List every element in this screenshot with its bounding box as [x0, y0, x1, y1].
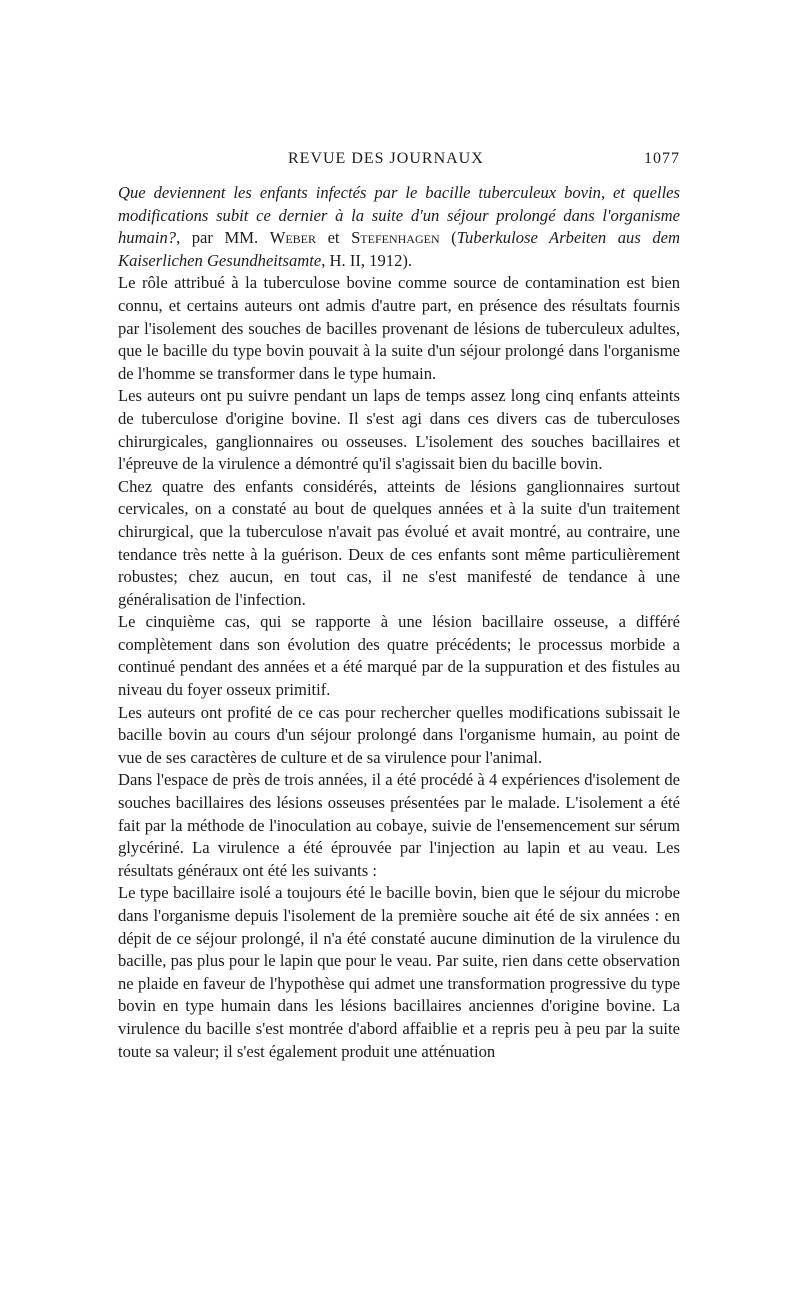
paragraph-7: Le type bacillaire isolé a toujours été le bacille bovin, bien que le séjour du microbe dans l'organisme depuis l'isolement de la première souche ait été de six années : en dépit de ce séjour prolongé, il n'a été constaté aucune diminution de la virulence du bacille, pas plus pour le lapin que pour le veau. Par suite, rien dans cette observation ne plaide en faveur de l'hypothèse qui admet une transformation progressive du type bovin en type humain dans les lésions bacillaires anciennes d'origine bovine. La virulence du bacille s'est montrée d'abord affaiblie et a repris peu à peu par la suite toute sa valeur; il s'est également produit une atténuation: [118, 883, 680, 1061]
author-weber: Weber: [269, 228, 317, 248]
page-number: 1077: [644, 150, 680, 167]
article-heading: [118, 182, 680, 272]
source-rest: , H. II, 1912).: [321, 250, 413, 270]
paragraph-6: Dans l'espace de près de trois années, il a été procédé à 4 expériences d'isolement de souches bacillaires des lésions osseuses présentées par le malade. L'isolement a été fait par la méthode de l'inoculation au cobaye, suivie de l'ensemencement sur sérum glycériné. La virulence a été éprouvée par l'injection au lapin et au veau. Les résultats généraux ont été les suivants :: [118, 770, 680, 880]
author-join: et: [316, 228, 352, 248]
source-open: (: [439, 228, 457, 248]
article-title: Que deviennent les enfants infectés par le bacille tuberculeux bovin, et quelles modifications subit ce dernier à la suite d'un séjour prolongé dans l'organisme humain?: [118, 183, 680, 248]
paragraph-3: Chez quatre des enfants considérés, atteints de lésions ganglionnaires surtout cervicales, on a constaté au bout de quelques années et à la suite d'un traitement chirurgical, que la tuberculose n'avait pas évolué et avait montré, au contraire, une tendance très nette à la guérison. Deux de ces enfants sont même particulièrement robustes; chez aucun, en tout cas, il ne s'est manifesté de tendance à une généralisation de l'infection.: [118, 476, 680, 609]
paragraph-1: Le rôle attribué à la tuberculose bovine comme source de contamination est bien connu, et certains auteurs ont admis d'autre part, en présence des résultats fournis par l'isolement des souches de bacilles provenant de lésions de tuberculeux adultes, que le bacille du type bovin pouvait à la suite d'un séjour prolongé dans l'organisme de l'homme se transformer dans le type humain.: [118, 273, 680, 383]
paragraph-4: Le cinquième cas, qui se rapporte à une lésion bacillaire osseuse, a différé complètement dans son évolution des quatre précédents; le processus morbide a continué pendant des années et a été marqué par de la suppuration et des fistules au niveau du foyer osseux primitif.: [118, 612, 680, 700]
source-journal: Tuberkulose Arbeiten aus dem Kaiserlichen Gesundheitsamte: [118, 228, 680, 270]
article-body: [118, 182, 680, 1063]
paragraph-5: Les auteurs ont profité de ce cas pour rechercher quelles modifications subissait le bacille bovin au cours d'un séjour prolongé dans l'organisme humain, au point de vue de ses caractères de culture et de sa virulence pour l'animal.: [118, 702, 680, 767]
paragraph-2: Les auteurs ont pu suivre pendant un laps de temps assez long cinq enfants atteints de tuberculose d'origine bovine. Il s'est agi dans ces divers cas de tuberculoses chirurgicales, ganglionnaires ou osseuses. L'isolement des souches bacillaires et l'épreuve de la virulence a démontré qu'il s'agissait bien du bacille bovin.: [118, 386, 680, 474]
running-head: [118, 150, 680, 178]
running-title: REVUE DES JOURNAUX: [288, 150, 484, 167]
author-stefenhagen: Stefenhagen: [351, 228, 440, 248]
document-page: [118, 150, 680, 1063]
article-title-by: , par MM.: [176, 228, 270, 248]
